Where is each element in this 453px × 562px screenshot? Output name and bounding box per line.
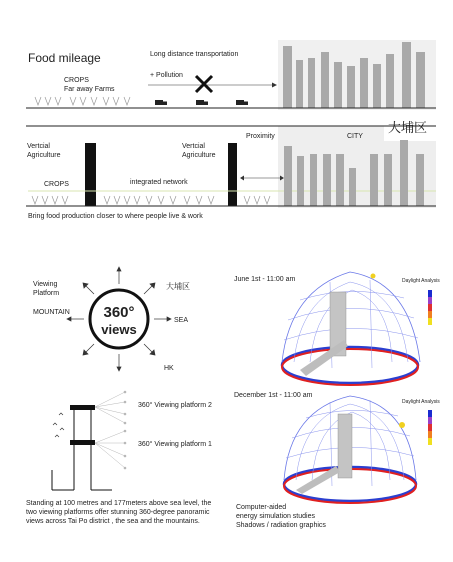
network-label: integrated network: [130, 179, 188, 186]
bird-icons: [53, 413, 64, 437]
crops-label: CROPS: [64, 77, 89, 84]
vertical-ag-right-2: Agriculture: [182, 152, 216, 159]
city-label: CITY: [347, 133, 363, 140]
food-mileage-title: Food mileage: [28, 51, 101, 65]
food-mileage-panel: [26, 40, 436, 110]
vertical-farm-tower-2: [228, 143, 237, 206]
platforms-caption-2: two viewing platforms offer stunning 360-degree panoramic: [26, 509, 210, 516]
long-distance-label: Long distance transportation: [150, 51, 239, 58]
views-big-number: 360°: [103, 304, 135, 321]
viewing-platform-label-1: Viewing: [33, 281, 58, 288]
daylight-note-1: Computer-aided: [236, 504, 287, 511]
platforms-panel: [26, 391, 212, 525]
truck-icon-3: [236, 100, 248, 105]
crops-sprouts: [35, 97, 130, 105]
june-label: June 1st - 11:00 am: [234, 276, 296, 283]
june-sun-dome: [282, 272, 420, 385]
mountain-label: MOUNTAIN: [33, 309, 70, 316]
tower-section: [52, 405, 112, 490]
platforms-caption-3: views across Tai Po district , the sea and the mountains.: [26, 518, 200, 525]
sightlines: [95, 392, 125, 468]
sea-label: SEA: [174, 317, 189, 324]
views-big-word: views: [101, 322, 137, 337]
viewing-platform-label-2: Platform: [33, 290, 60, 297]
vertical-ag-caption: Bring food production closer to where people live & work: [28, 213, 203, 220]
platform-1-label: 360° Viewing platform 1: [138, 441, 212, 448]
december-legend: [402, 399, 440, 445]
june-legend: [402, 278, 440, 325]
vertical-ag-left-1: Vertcial: [27, 143, 50, 150]
far-farms-label: Far away Farms: [64, 86, 115, 93]
cross-icon: [196, 76, 212, 92]
june-legend-title: Daylight Analysis: [402, 278, 440, 284]
truck-icon-1: [155, 100, 167, 105]
district-label-cn: 大埔区: [388, 120, 428, 135]
district-label-cn-2: 大埔区: [166, 282, 190, 291]
december-label: December 1st - 11:00 am: [234, 392, 313, 399]
december-legend-title: Daylight Analysis: [402, 399, 440, 405]
daylight-note-2: energy simulation studies: [236, 513, 315, 520]
platforms-caption-1: Standing at 100 metres and 177meters above sea level, the: [26, 500, 212, 507]
sightline-endpoints: [124, 391, 127, 470]
pollution-label: + Pollution: [150, 72, 183, 79]
platform-2-label: 360° Viewing platform 2: [138, 402, 212, 409]
vertical-farm-tower-1: [85, 143, 96, 206]
december-sun-dome: [284, 396, 416, 503]
truck-icon-2: [196, 100, 208, 105]
views-panel: [33, 267, 190, 372]
vertical-ag-left-2: Agriculture: [27, 152, 61, 159]
vertical-ag-right-1: Vertcial: [182, 143, 205, 150]
daylight-panel: [234, 272, 440, 529]
proximity-arrow: [240, 176, 284, 181]
daylight-note-3: Shadows / radiation graphics: [236, 522, 326, 529]
vertical-ag-panel: [26, 113, 436, 220]
transport-arrow-head: [272, 83, 277, 88]
proximity-label: Proximity: [246, 133, 275, 140]
crops-label-2: CROPS: [44, 181, 69, 188]
hk-label: HK: [164, 365, 174, 372]
